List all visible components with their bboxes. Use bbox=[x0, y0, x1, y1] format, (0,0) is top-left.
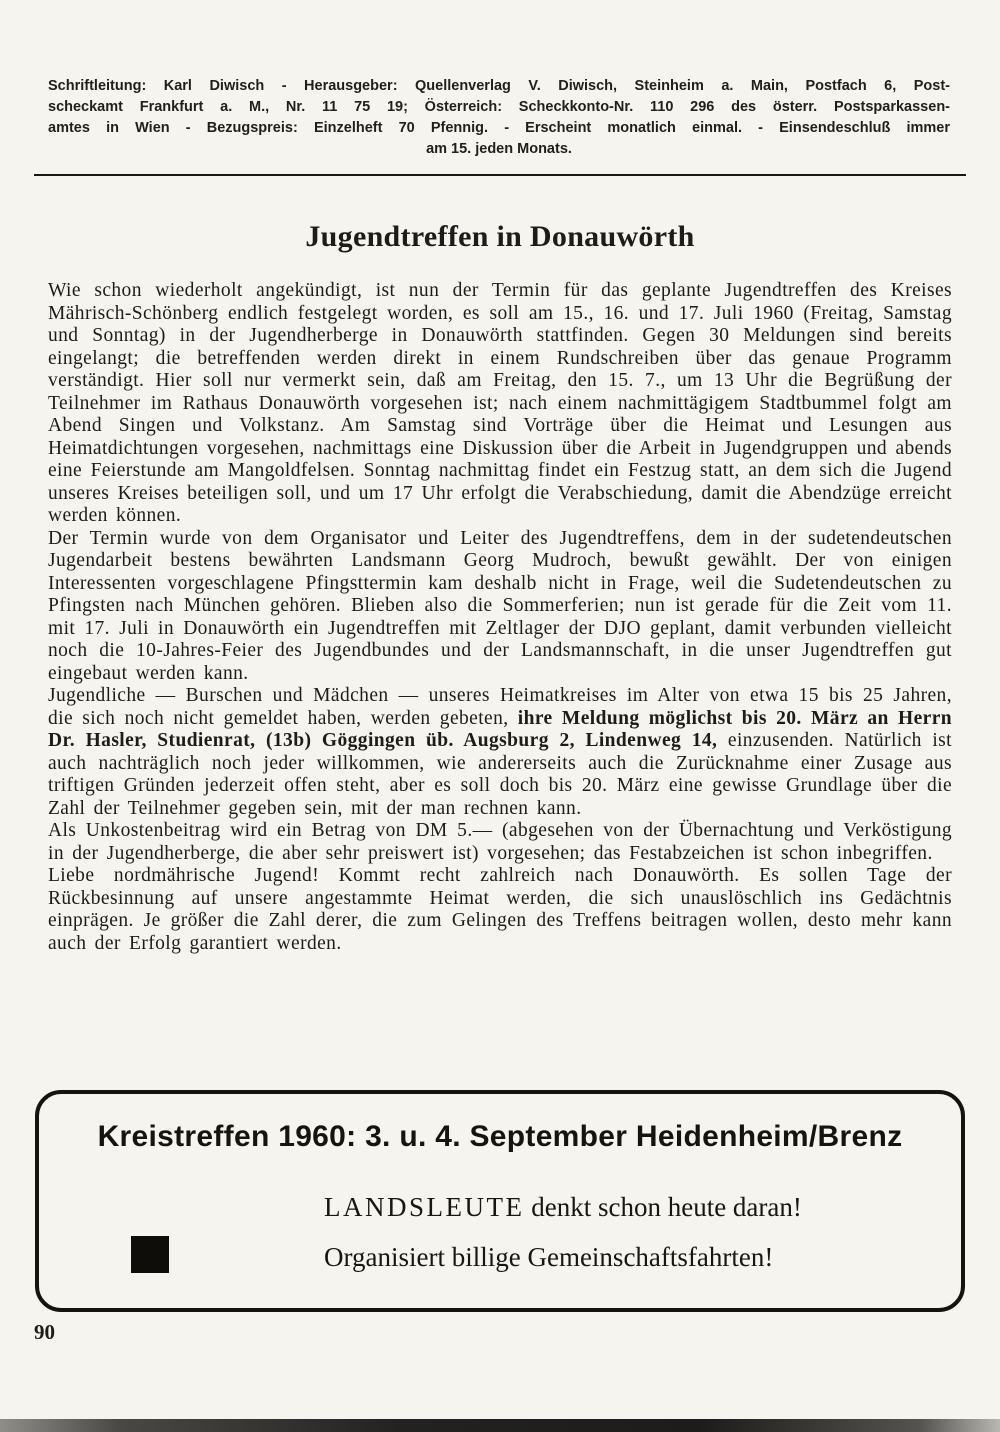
paragraph-text: Der Termin wurde von dem Organisator und Leiter des Jugendtreffens, dem in der sudetendeutschen Jugendarbeit bestens bewährten Landsmann Georg Mudroch, bewußt gewählt. Der von einigen Interessenten vorgeschlagene Pfingsttermin kam deshalb nicht in Frage, weil die Sudetendeutschen zu Pfingsten nach München gehören. Blieben also die Sommerferien; nun ist gerade für die Zeit vom 11. mit 17. Juli in Donauwörth ein Jugendtreffen mit Zeltlager der DJO geplant, damit verbunden vielleicht noch die 10-Jahres-Feier des Jugendbundes und der Landsmannschaft, in die unser Jugendtreffen gut eingebaut werden kann. bbox=[48, 527, 952, 684]
promo-line-1-rest: denkt schon heute daran! bbox=[524, 1192, 802, 1222]
paragraph bbox=[48, 280, 952, 528]
paragraph-text-bold: ihre Meldung möglichst bis 20. März an Herrn Dr. Hasler, Studienrat, (13b) Göggingen üb. Augsburg 2, Lindenweg 14, bbox=[48, 707, 952, 751]
promo-line-1 bbox=[324, 1182, 802, 1232]
paragraph-text: Jugendliche — Burschen und Mädchen — unseres Heimatkreises im Alter von etwa 15 bis 25 Jahren, die sich noch nicht gemeldet haben, werden gebeten, bbox=[48, 685, 952, 729]
page-number: 90 bbox=[34, 1320, 55, 1344]
paragraph bbox=[48, 865, 952, 955]
scan-edge-artifact bbox=[0, 1419, 1000, 1432]
black-square-marker bbox=[131, 1236, 169, 1273]
promo-line-1-lead: LANDSLEUTE bbox=[324, 1192, 525, 1222]
article-body bbox=[48, 280, 952, 955]
promo-lines bbox=[324, 1182, 802, 1282]
masthead-line: amtes in Wien - Bezugspreis: Einzelheft 70 Pfennig. - Erscheint monatlich einmal. - Einsendeschluß immer bbox=[48, 120, 950, 136]
article bbox=[0, 220, 1000, 955]
paragraph-text: einzusenden. Natürlich ist auch nachträglich noch jeder willkommen, wie andererseits auch die Zurücknahme einer Zusage aus triftigen Gründen jederzeit offen steht, aber es soll doch bis 20. März eine gewisse Grundlage über die Zahl der Teilnehmer gegeben sein, mit der man rechnen kann. bbox=[48, 730, 952, 819]
paragraph-text: Wie schon wiederholt angekündigt, ist nun der Termin für das geplante Jugendtreffen des Kreises Mährisch-Schönberg endlich festgelegt worden, es soll am 15., 16. und 17. Juli 1960 (Freitag, Samstag und Sonntag) in der Jugendherberge in Donauwörth stattfinden. Gegen 30 Meldungen sind bereits eingelangt; die betreffenden werden direkt in einem Rundschreiben über das genaue Programm verständigt. Hier soll nur vermerkt sein, daß am Freitag, den 15. 7., um 13 Uhr die Begrüßung der Teilnehmer im Rathaus Donauwörth vorgesehen ist; nach einem nachmittägigem Stadtbummel folgt am Abend Singen und Volkstanz. Am Samstag sind Vorträge über die Heimat und Lesungen aus Heimatdichtungen vorgesehen, nachmittags eine Diskussion über die Arbeit in Jugendgruppen und abends eine Feierstunde am Mangoldfelsen. Sonntag nachmittag findet ein Festzug statt, an dem sich die Jugend unseres Kreises beteiligen soll, und um 17 Uhr erfolgt die Verabschiedung, damit die Abendzüge erreicht werden können. bbox=[48, 280, 952, 526]
promo-line-2: Organisiert billige Gemeinschaftsfahrten! bbox=[324, 1242, 774, 1272]
paragraph bbox=[48, 820, 952, 865]
masthead-line: am 15. jeden Monats. bbox=[426, 141, 572, 157]
promo-box bbox=[35, 1090, 965, 1312]
paragraph bbox=[48, 528, 952, 686]
masthead-line: scheckamt Frankfurt a. M., Nr. 11 75 19; Österreich: Scheckkonto-Nr. 110 296 des österr. Postsparkassen- bbox=[48, 99, 950, 115]
paragraph bbox=[48, 685, 952, 820]
paragraph-text: Liebe nordmährische Jugend! Kommt recht zahlreich nach Donauwörth. Es sollen Tage der Rückbesinnung auf unsere angestammte Heimat werden, die sich unauslöschlich ins Gedächtnis einprägen. Je größer die Zahl derer, die zum Gelingen des Treffens beitragen wollen, desto mehr kann auch der Erfolg garantiert werden. bbox=[48, 865, 952, 954]
promo-headline: Kreistreffen 1960: 3. u. 4. September Heidenheim/Brenz bbox=[97, 1120, 903, 1153]
masthead bbox=[0, 0, 1000, 160]
divider-rule bbox=[34, 174, 966, 176]
paragraph-text: Als Unkostenbeitrag wird ein Betrag von DM 5.— (abgesehen von der Übernachtung und Verköstigung in der Jugendherberge, die aber sehr preiswert ist) vorgesehen; das Festabzeichen ist schon inbegriffen. bbox=[48, 820, 952, 864]
masthead-line: Schriftleitung: Karl Diwisch - Herausgeber: Quellenverlag V. Diwisch, Steinheim a. Main, Postfach 6, Post- bbox=[48, 78, 950, 94]
article-title: Jugendtreffen in Donauwörth bbox=[305, 220, 695, 253]
